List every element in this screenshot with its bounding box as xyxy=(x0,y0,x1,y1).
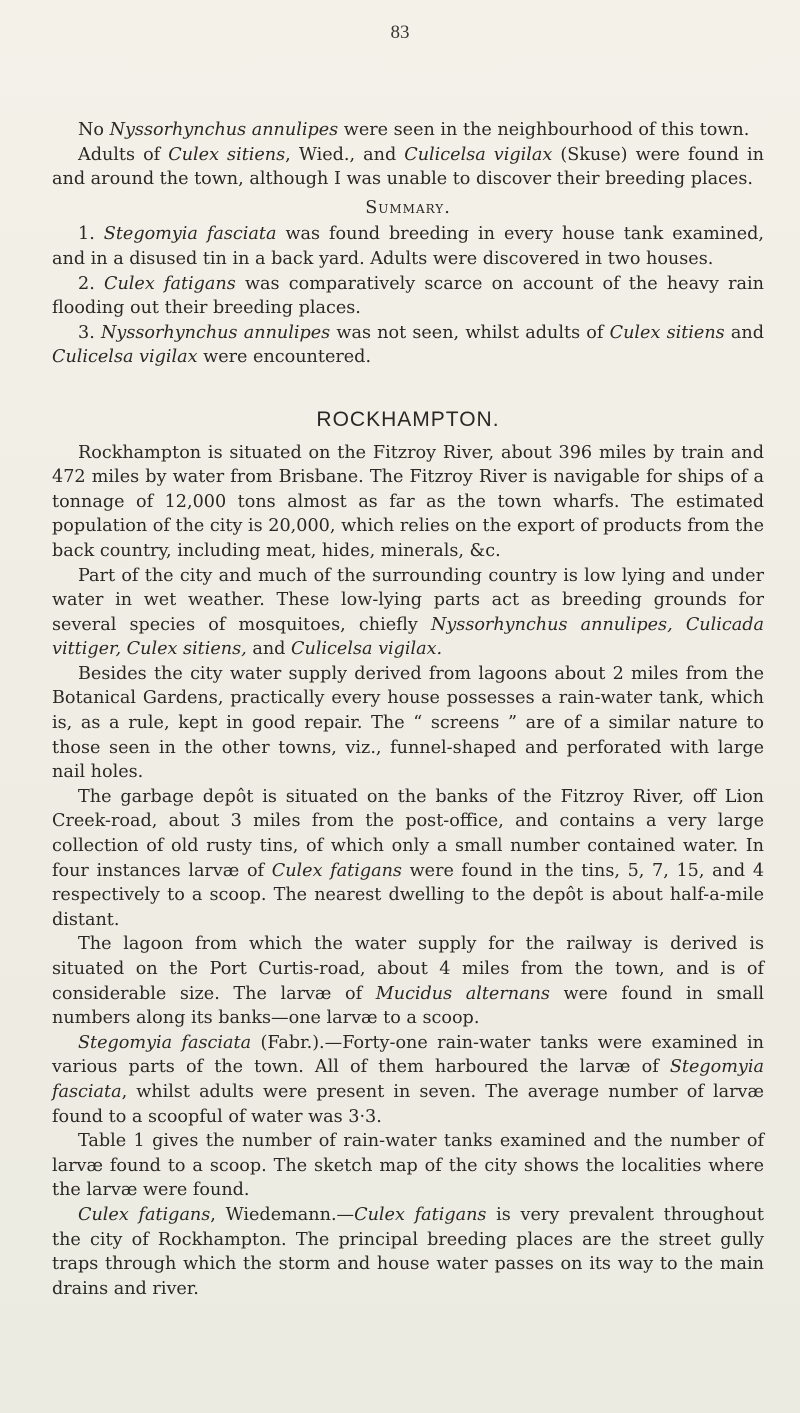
italic-text: Nyssorhynchus annulipes xyxy=(101,322,331,343)
italic-text: Culicelsa vigilax. xyxy=(291,639,443,660)
italic-text: Culicelsa vigilax xyxy=(52,347,198,368)
text-run: were found in small numbers along its banks—one larvæ to a scoop. xyxy=(52,983,764,1029)
text-run: (Fabr.).—Forty-one rain-water tanks were examined in various parts of the town. All of them harboured the larvæ of xyxy=(52,1032,764,1078)
summary-item xyxy=(52,321,764,370)
text-run: was found breeding in every house tank examined, and in a disused tin in a back yard. Adults were discovered in two houses. xyxy=(52,224,764,269)
italic-text: Nyssorhynchus annulipes xyxy=(109,120,339,140)
paragraph xyxy=(52,1031,764,1129)
text-run: Adults of xyxy=(78,144,169,165)
text-run: Rockhampton is situated on the Fitzroy River, about 396 miles by train and 472 miles by water from Brisbane. The Fitzroy River is navigable for ships of a tonnage of 12,000 tons almost as far as the town wharfs. The estimated population of the city is 20,000, which relies on the export of products from the back country, including meat, hides, minerals, &c. xyxy=(52,442,764,561)
summary-list xyxy=(52,222,764,370)
summary-item xyxy=(52,222,764,271)
italic-text: Culex sitiens xyxy=(168,144,286,165)
text-run: 2. xyxy=(78,273,104,294)
text-run: No xyxy=(78,120,110,140)
paragraph xyxy=(52,143,764,192)
italic-text: Culex fatigans xyxy=(354,1204,487,1225)
summary-item xyxy=(52,272,764,321)
summary-heading: Summary. xyxy=(365,197,451,218)
section-heading: ROCKHAMPTON. xyxy=(316,407,500,431)
intro-paragraphs xyxy=(52,118,764,192)
italic-text: Culex sitiens xyxy=(609,322,725,343)
text-run: , Wiedemann.— xyxy=(210,1204,355,1225)
page-number: 83 xyxy=(390,22,410,43)
text-run: 1. xyxy=(78,224,104,245)
paragraph xyxy=(52,564,764,662)
text-run: Besides the city water supply derived from lagoons about 2 miles from the Botanical Gardens, practically every house possesses a rain-water tank, which is, as a rule, kept in good repair. The “ screens ” are of a similar nature to those seen in the other towns, viz., funnel-shaped and perforated with large nail holes. xyxy=(52,663,764,783)
italic-text: Nyssorhynchus annulipes, Culicada vittiger, Culex sitiens, xyxy=(52,614,764,660)
text-run: 3. xyxy=(78,322,101,343)
text-run: The garbage depôt is situated on the banks of the Fitzroy River, off Lion Creek-road, about 3 miles from the post-office, and contains a very large collection of old rusty tins, of which only a small number contained water. In four instances larvæ of xyxy=(52,786,764,881)
italic-text: Culex fatigans xyxy=(78,1204,211,1225)
text-run: was comparatively scarce on account of the heavy rain flooding out their breeding places. xyxy=(52,273,765,319)
italic-text: Mucidus alternans xyxy=(375,983,550,1004)
text-run: Table 1 gives the number of rain-water tanks examined and the number of larvæ found to a scoop. The sketch map of the city shows the localities where the larvæ were found. xyxy=(52,1131,764,1201)
text-run: (Skuse) were found in and around the town, although I was unable to discover their breeding places. xyxy=(52,144,764,190)
italic-text: Stegomyia fasciata xyxy=(52,1057,764,1102)
text-run: was not seen, whilst adults of xyxy=(330,322,610,343)
italic-text: Stegomyia fasciata xyxy=(103,224,277,245)
text-run: were found in the tins, 5, 7, 15, and 4 respectively to a scoop. The nearest dwelling to the depôt is about half-a-mile distant. xyxy=(52,860,765,930)
text-run: , Wied., and xyxy=(285,144,405,165)
italic-text: Culex fatigans xyxy=(104,273,236,294)
paragraph xyxy=(52,662,764,785)
text-run: were encountered. xyxy=(197,347,372,368)
italic-text: Stegomyia fasciata xyxy=(78,1032,252,1053)
text-run: , whilst adults were present in seven. The average number of larvæ found to a scoopful of water was 3·3. xyxy=(52,1081,764,1127)
body-text xyxy=(52,118,764,1301)
paragraph xyxy=(52,785,764,933)
text-run: were seen in the neighbourhood of this town. xyxy=(338,120,750,140)
paragraph xyxy=(52,1203,764,1301)
italic-text: Culicelsa vigilax xyxy=(404,144,553,165)
paragraph xyxy=(52,1129,764,1203)
paragraph xyxy=(52,932,764,1030)
text-run: is very prevalent throughout the city of Rockhampton. The principal breeding places are the street gully traps through which the storm and house water passes on its way to the main drains and river. xyxy=(52,1204,764,1299)
text-run: and xyxy=(246,639,292,660)
paragraph xyxy=(52,118,764,143)
text-run: and xyxy=(724,322,764,343)
section-paragraphs xyxy=(52,441,764,1302)
text-run: The lagoon from which the water supply for the railway is derived is situated on the Port Curtis-road, about 4 miles from the town, and is of considerable size. The larvæ of xyxy=(52,934,764,1004)
text-run: Part of the city and much of the surrounding country is low lying and under water in wet weather. These low-lying parts act as breeding grounds for several species of mosquitoes, chiefly xyxy=(52,565,764,635)
paragraph xyxy=(52,441,764,564)
italic-text: Culex fatigans xyxy=(271,860,402,881)
